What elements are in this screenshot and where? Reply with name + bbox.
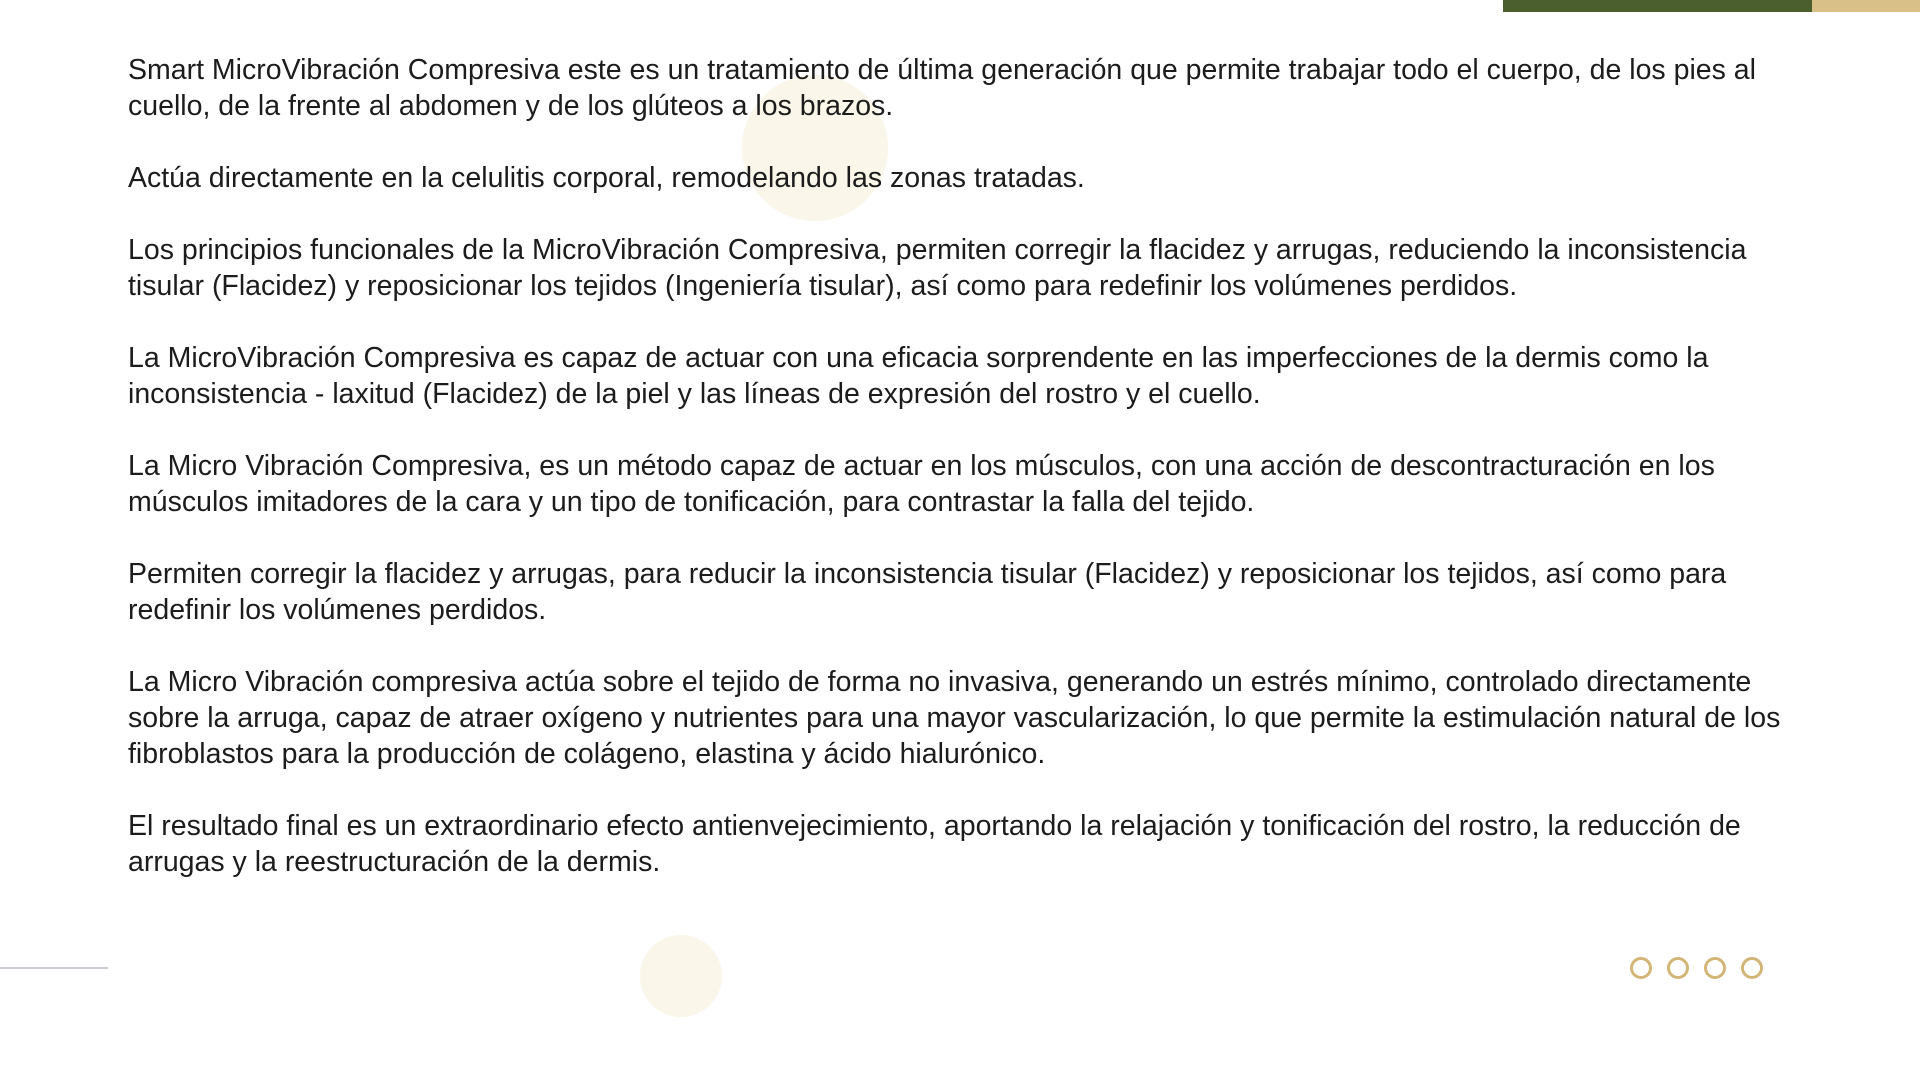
paragraph-principios: Los principios funcionales de la MicroVibración Compresiva, permiten corregir la flacidez y arrugas, reduciendo la inconsistencia tisular (Flacidez) y reposicionar los tejidos (Ingeniería tisular), así como para redefinir los volúmenes perdidos. [128, 234, 1747, 302]
circle-outline-icon [1741, 957, 1763, 979]
decorative-dots [1630, 957, 1763, 981]
decorative-left-line [0, 967, 108, 969]
paragraph-intro: Smart MicroVibración Compresiva este es un tratamiento de última generación que permite trabajar todo el cuerpo, de los pies al cuello, de la frente al abdomen y de los glúteos a los brazos. [128, 54, 1756, 122]
paragraph-celulitis: Actúa directamente en la celulitis corporal, remodelando las zonas tratadas. [128, 162, 1085, 194]
paragraph-flacidez: Permiten corregir la flacidez y arrugas, para reducir la inconsistencia tisular (Flacidez) y reposicionar los tejidos, así como para redefinir los volúmenes perdidos. [128, 558, 1727, 626]
circle-outline-icon [1667, 957, 1689, 979]
paragraph-tejido: La Micro Vibración compresiva actúa sobre el tejido de forma no invasiva, generando un estrés mínimo, controlado directamente sobre la arruga, capaz de atraer oxígeno y nutrientes para una mayor vascularización, lo que permite la estimulación natural de los fibroblastos para la producción de colágeno, elastina y ácido hialurónico. [128, 666, 1781, 770]
paragraph-musculos: La Micro Vibración Compresiva, es un método capaz de actuar en los músculos, con una acción de descontracturación en los músculos imitadores de la cara y un tipo de tonificación, para contrastar la falla del tejido. [128, 450, 1715, 518]
circle-outline-icon [1630, 957, 1652, 979]
top-accent-bar-gold [1812, 0, 1920, 12]
body-text [128, 52, 1798, 880]
top-accent-bar-green [1503, 0, 1812, 12]
decorative-circle-bottom [640, 935, 722, 1017]
paragraph-dermis: La MicroVibración Compresiva es capaz de actuar con una eficacia sorprendente en las imperfecciones de la dermis como la inconsistencia - laxitud (Flacidez) de la piel y las líneas de expresión del rostro y el cuello. [128, 342, 1709, 410]
paragraph-resultado: El resultado final es un extraordinario efecto antienvejecimiento, aportando la relajación y tonificación del rostro, la reducción de arrugas y la reestructuración de la dermis. [128, 810, 1741, 878]
circle-outline-icon [1704, 957, 1726, 979]
